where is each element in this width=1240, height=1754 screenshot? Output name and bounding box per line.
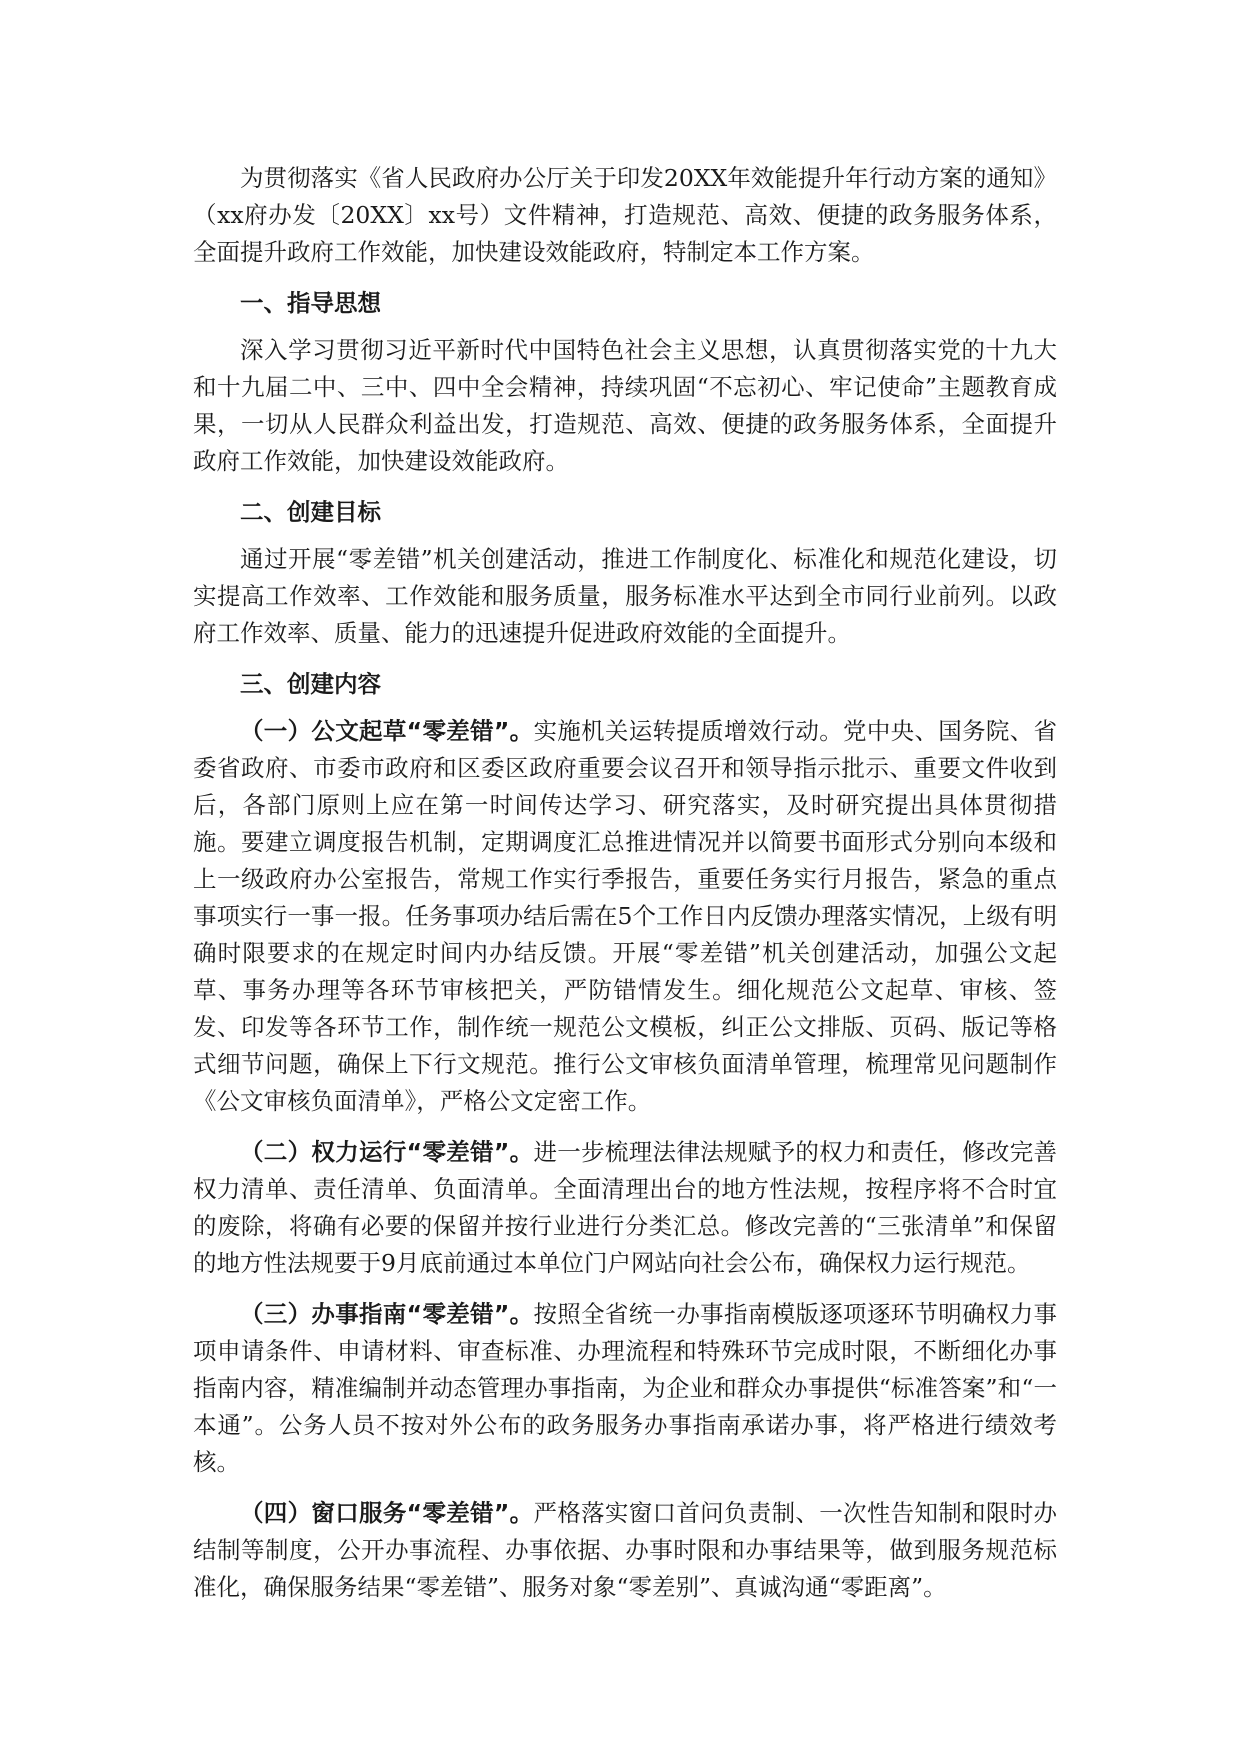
section-heading-guiding: 一、指导思想	[240, 289, 381, 317]
content-item-4-lead: （四）窗口服务“零差错”。	[240, 1499, 534, 1527]
content-item-1-body: 实施机关运转提质增效行动。党中央、国务院、省委省政府、市委市政府和区委区政府重要会议召开和领导指示批示、重要文件收到后，各部门原则上应在第一时间传达学习、研究落实，及时研究提出具体贯彻措施。要建立调度报告机制，定期调度汇总推进情况并以简要书面形式分别向本级和上一级政府办公室报告，常规工作实行季报告，重要任务实行月报告，紧急的重点事项实行一事一报。任务事项办结后需在5个工作日内反馈办理落实情况，上级有明确时限要求的在规定时间内办结反馈。开展“零差错”机关创建活动，加强公文起草、事务办理等各环节审核把关，严防错情发生。细化规范公文起草、审核、签发、印发等各环节工作，制作统一规范公文模板，纠正公文排版、页码、版记等格式细节问题，确保上下行文规范。推行公文审核负面清单管理，梳理常见问题制作《公文审核负面清单》，严格公文定密工作。	[193, 717, 1058, 1115]
goals-paragraph: 通过开展“零差错”机关创建活动，推进工作制度化、标准化和规范化建设，切实提高工作效率、工作效能和服务质量，服务标准水平达到全市同行业前列。以政府工作效率、质量、能力的迅速提升促进政府效能的全面提升。	[193, 545, 1057, 647]
intro-paragraph: 为贯彻落实《省人民政府办公厅关于印发20XX年效能提升年行动方案的通知》（xx府办发〔20XX〕xx号）文件精神，打造规范、高效、便捷的政务服务体系，全面提升政府工作效能，加快建设效能政府，特制定本工作方案。	[193, 164, 1057, 266]
content-item-1-lead: （一）公文起草“零差错”。	[240, 717, 534, 745]
content-item-2	[193, 1134, 1057, 1282]
content-item-3	[193, 1296, 1057, 1481]
content-item-1	[193, 713, 1057, 1120]
section-heading-content: 三、创建内容	[240, 670, 381, 698]
guiding-paragraph: 深入学习贯彻习近平新时代中国特色社会主义思想，认真贯彻落实党的十九大和十九届二中、三中、四中全会精神，持续巩固“不忘初心、牢记使命”主题教育成果，一切从人民群众利益出发，打造规范、高效、便捷的政务服务体系，全面提升政府工作效能，加快建设效能政府。	[193, 336, 1057, 475]
content-item-3-lead: （三）办事指南“零差错”。	[240, 1300, 534, 1328]
content-item-3-body: 按照全省统一办事指南模版逐项逐环节明确权力事项申请条件、申请材料、审查标准、办理流程和特殊环节完成时限，不断细化办事指南内容，精准编制并动态管理办事指南，为企业和群众办事提供“标准答案”和“一本通”。公务人员不按对外公布的政务服务办事指南承诺办事，将严格进行绩效考核。	[193, 1300, 1058, 1476]
content-item-2-body: 进一步梳理法律法规赋予的权力和责任，修改完善权力清单、责任清单、负面清单。全面清理出台的地方性法规，按程序将不合时宜的废除，将确有必要的保留并按行业进行分类汇总。修改完善的“三张清单”和保留的地方性法规要于9月底前通过本单位门户网站向社会公布，确保权力运行规范。	[193, 1138, 1058, 1277]
content-item-4-body: 严格落实窗口首问负责制、一次性告知制和限时办结制等制度，公开办事流程、办事依据、办事时限和办事结果等，做到服务规范标准化，确保服务结果“零差错”、服务对象“零差别”、真诚沟通“零距离”。	[193, 1499, 1058, 1601]
content-item-2-lead: （二）权力运行“零差错”。	[240, 1138, 534, 1166]
section-heading-goals: 二、创建目标	[240, 498, 381, 526]
content-item-4	[193, 1495, 1057, 1606]
document-page	[193, 160, 1057, 1606]
